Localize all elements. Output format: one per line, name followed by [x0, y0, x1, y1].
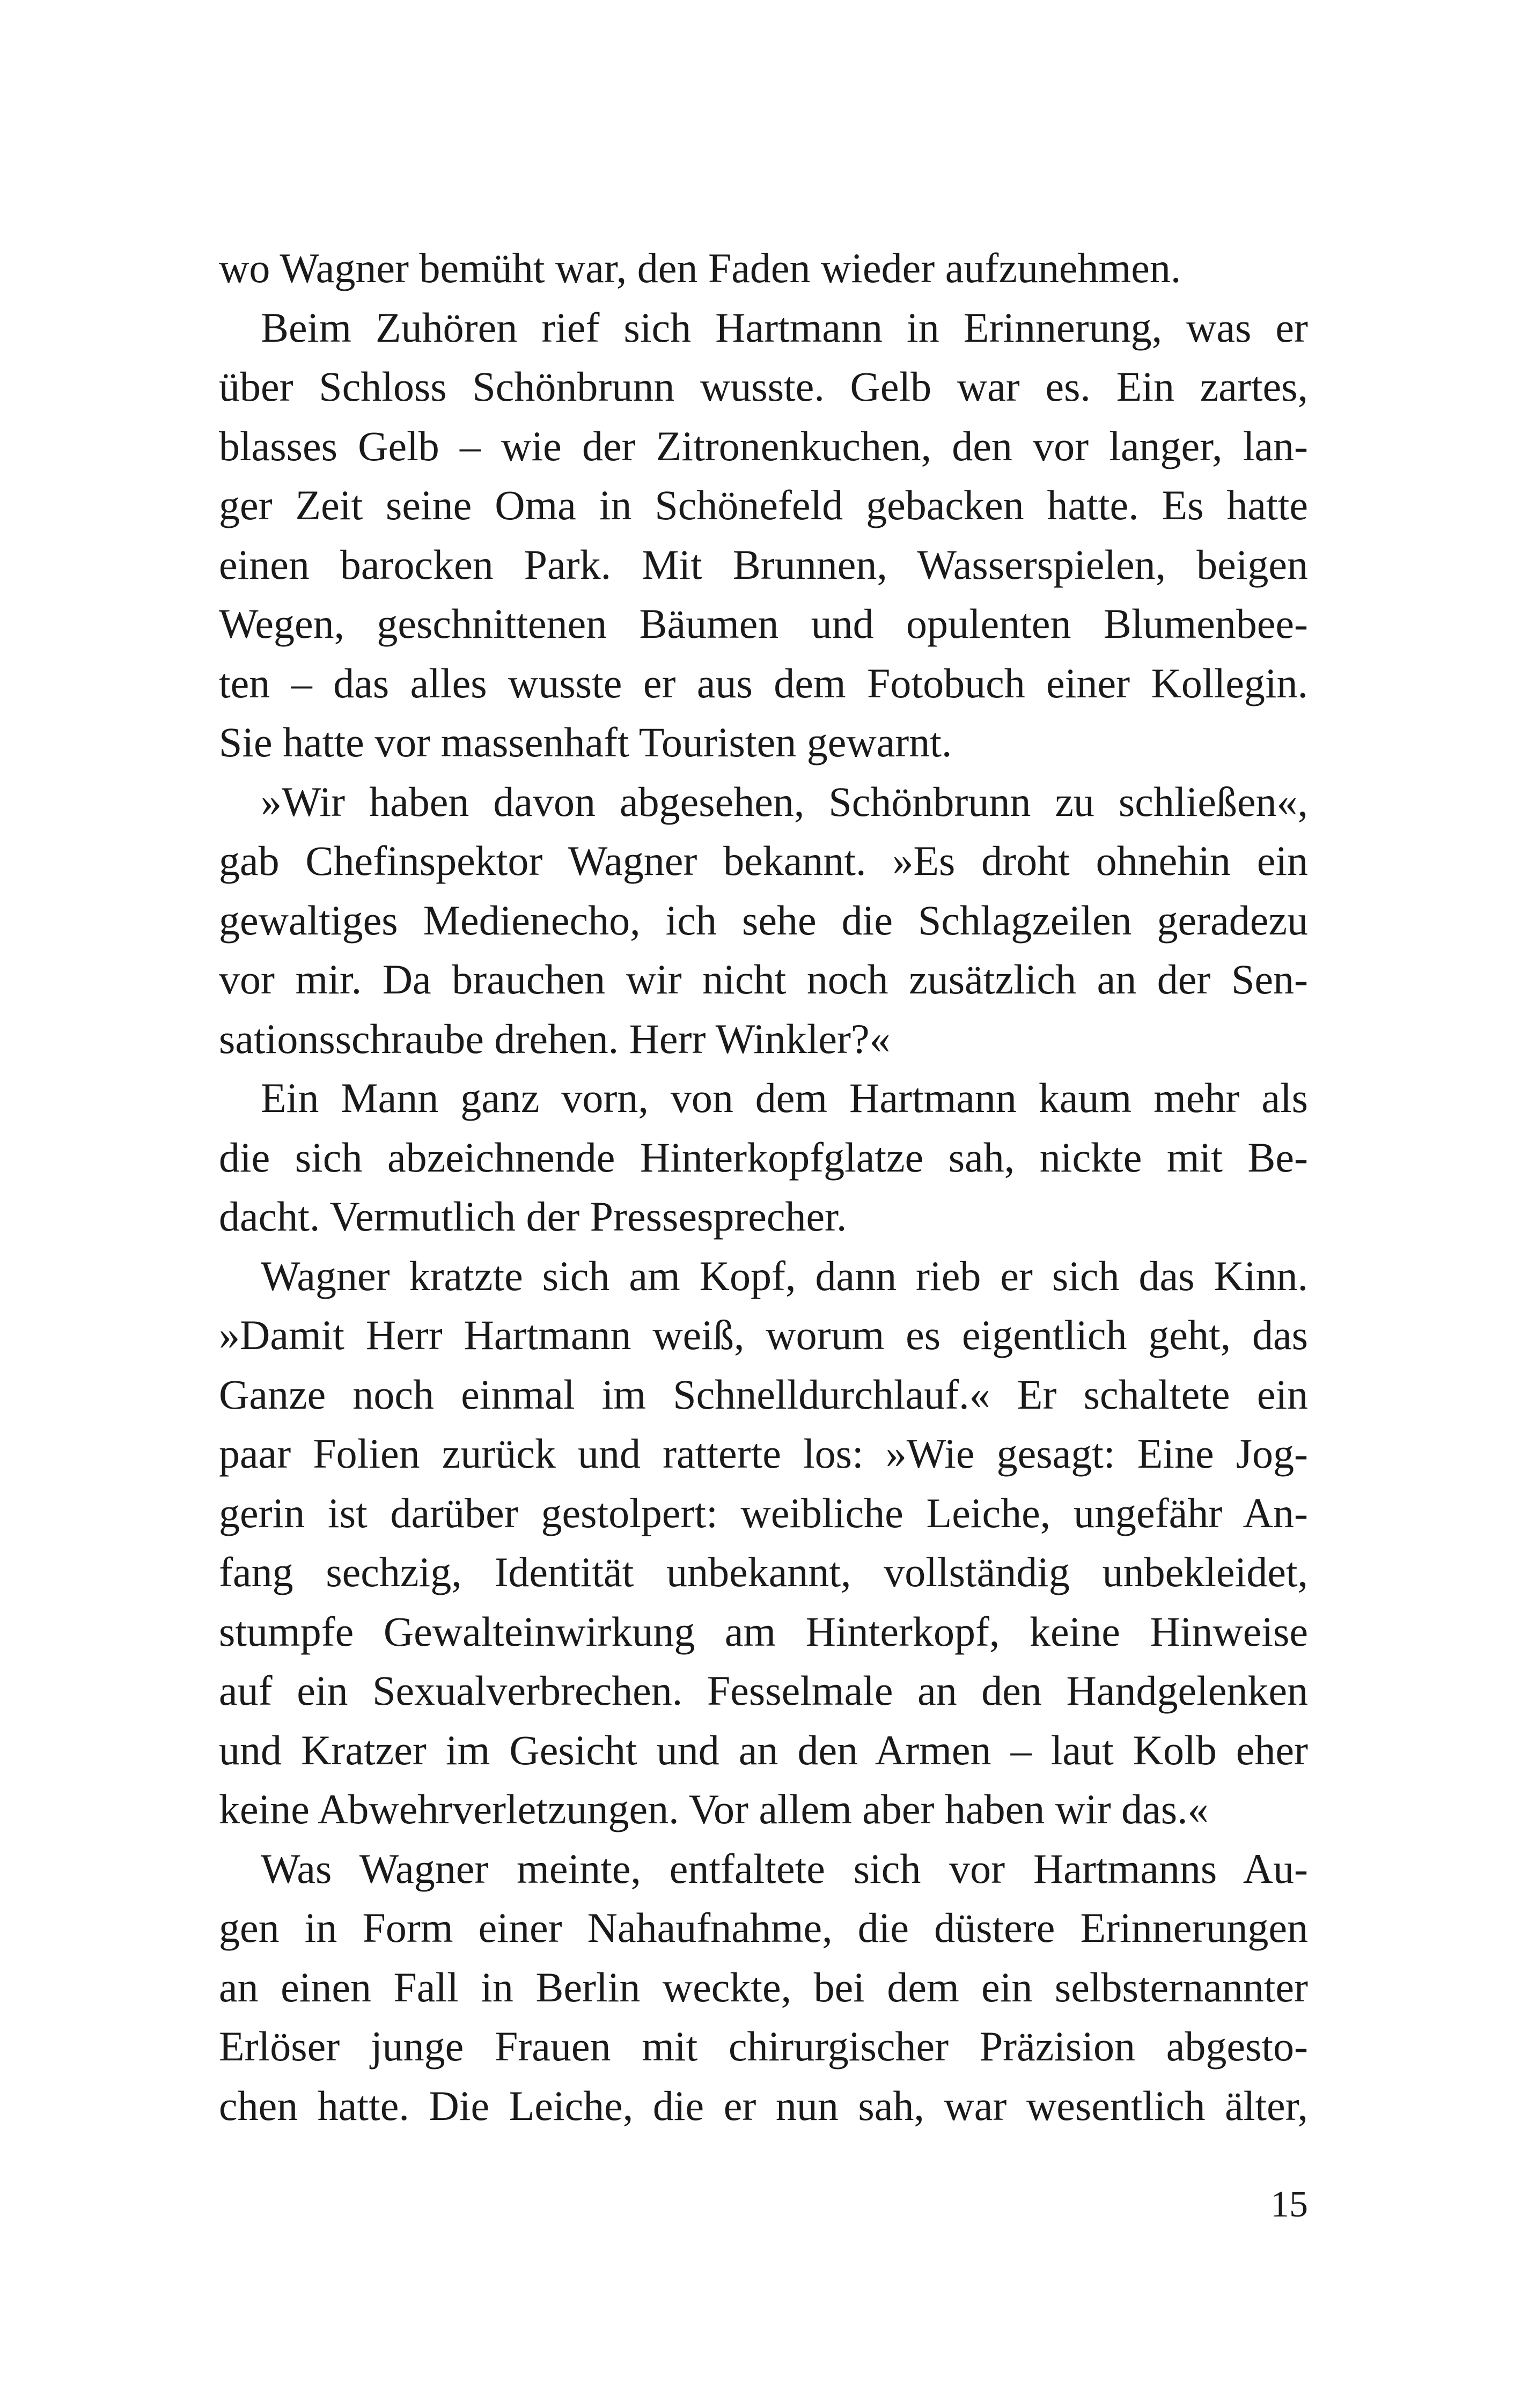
text-line: Sie hatte vor massenhaft Touristen gewarnt. — [219, 719, 952, 765]
body-text — [219, 239, 1308, 2135]
text-line: gewaltiges Medienecho, ich sehe die Schlagzeilen geradezu — [219, 896, 1308, 944]
text-line: »Damit Herr Hartmann weiß, worum es eigentlich geht, das — [219, 1312, 1308, 1358]
text-line: ger Zeit seine Oma in Schönefeld gebacken hatte. Es hatte — [219, 482, 1308, 528]
text-line: keine Abwehrverletzungen. Vor allem aber haben wir das.« — [219, 1786, 1209, 1832]
text-line: über Schloss Schönbrunn wusste. Gelb war es. Ein zartes, — [219, 363, 1308, 410]
page-number: 15 — [1270, 2184, 1308, 2225]
text-line: an einen Fall in Berlin weckte, bei dem ein selbsternannter — [219, 1963, 1308, 2011]
text-line: sationsschraube drehen. Herr Winkler?« — [219, 1015, 891, 1062]
text-line: auf ein Sexualverbrechen. Fesselmale an den Handgelenken — [219, 1667, 1308, 1714]
text-line: gen in Form einer Nahaufnahme, die düstere Erinnerungen — [219, 1904, 1308, 1951]
text-line: paar Folien zurück und ratterte los: »Wie gesagt: Eine Jog- — [219, 1430, 1308, 1477]
text-line: gab Chefinspektor Wagner bekannt. »Es droht ohnehin ein — [219, 837, 1308, 884]
text-line: Was Wagner meinte, entfaltete sich vor Hartmanns Au- — [261, 1845, 1308, 1892]
text-line: einen barocken Park. Mit Brunnen, Wasserspielen, beigen — [219, 541, 1308, 588]
text-line: Wagner kratzte sich am Kopf, dann rieb er sich das Kinn. — [261, 1252, 1308, 1299]
text-line: Wegen, geschnittenen Bäumen und opulenten Blumenbee- — [219, 600, 1308, 647]
text-line: »Wir haben davon abgesehen, Schönbrunn zu schließen«, — [261, 778, 1308, 825]
text-line: gerin ist darüber gestolpert: weibliche Leiche, ungefähr An- — [219, 1489, 1308, 1536]
text-line: wo Wagner bemüht war, den Faden wieder aufzunehmen. — [219, 245, 1181, 291]
text-line: Beim Zuhören rief sich Hartmann in Erinnerung, was er — [261, 304, 1308, 351]
text-line: stumpfe Gewalteinwirkung am Hinterkopf, keine Hinweise — [219, 1608, 1308, 1655]
text-line: Erlöser junge Frauen mit chirurgischer Präzision abgesto- — [219, 2023, 1308, 2070]
text-line: fang sechzig, Identität unbekannt, vollständig unbekleidet, — [219, 1549, 1308, 1595]
text-line: ten – das alles wusste er aus dem Fotobuch einer Kollegin. — [219, 659, 1308, 706]
text-line: chen hatte. Die Leiche, die er nun sah, war wesentlich älter, — [219, 2082, 1308, 2129]
text-line: dacht. Vermutlich der Pressesprecher. — [219, 1193, 847, 1240]
text-line: und Kratzer im Gesicht und an den Armen – laut Kolb eher — [219, 1726, 1308, 1773]
text-line: Ganze noch einmal im Schnelldurchlauf.« Er schaltete ein — [219, 1371, 1308, 1418]
text-line: vor mir. Da brauchen wir nicht noch zusätzlich an der Sen- — [219, 956, 1308, 1003]
text-line: die sich abzeichnende Hinterkopfglatze sah, nickte mit Be- — [219, 1133, 1308, 1181]
text-line: blasses Gelb – wie der Zitronenkuchen, den vor langer, lan- — [219, 422, 1308, 469]
text-line: Ein Mann ganz vorn, von dem Hartmann kaum mehr als — [261, 1074, 1308, 1121]
